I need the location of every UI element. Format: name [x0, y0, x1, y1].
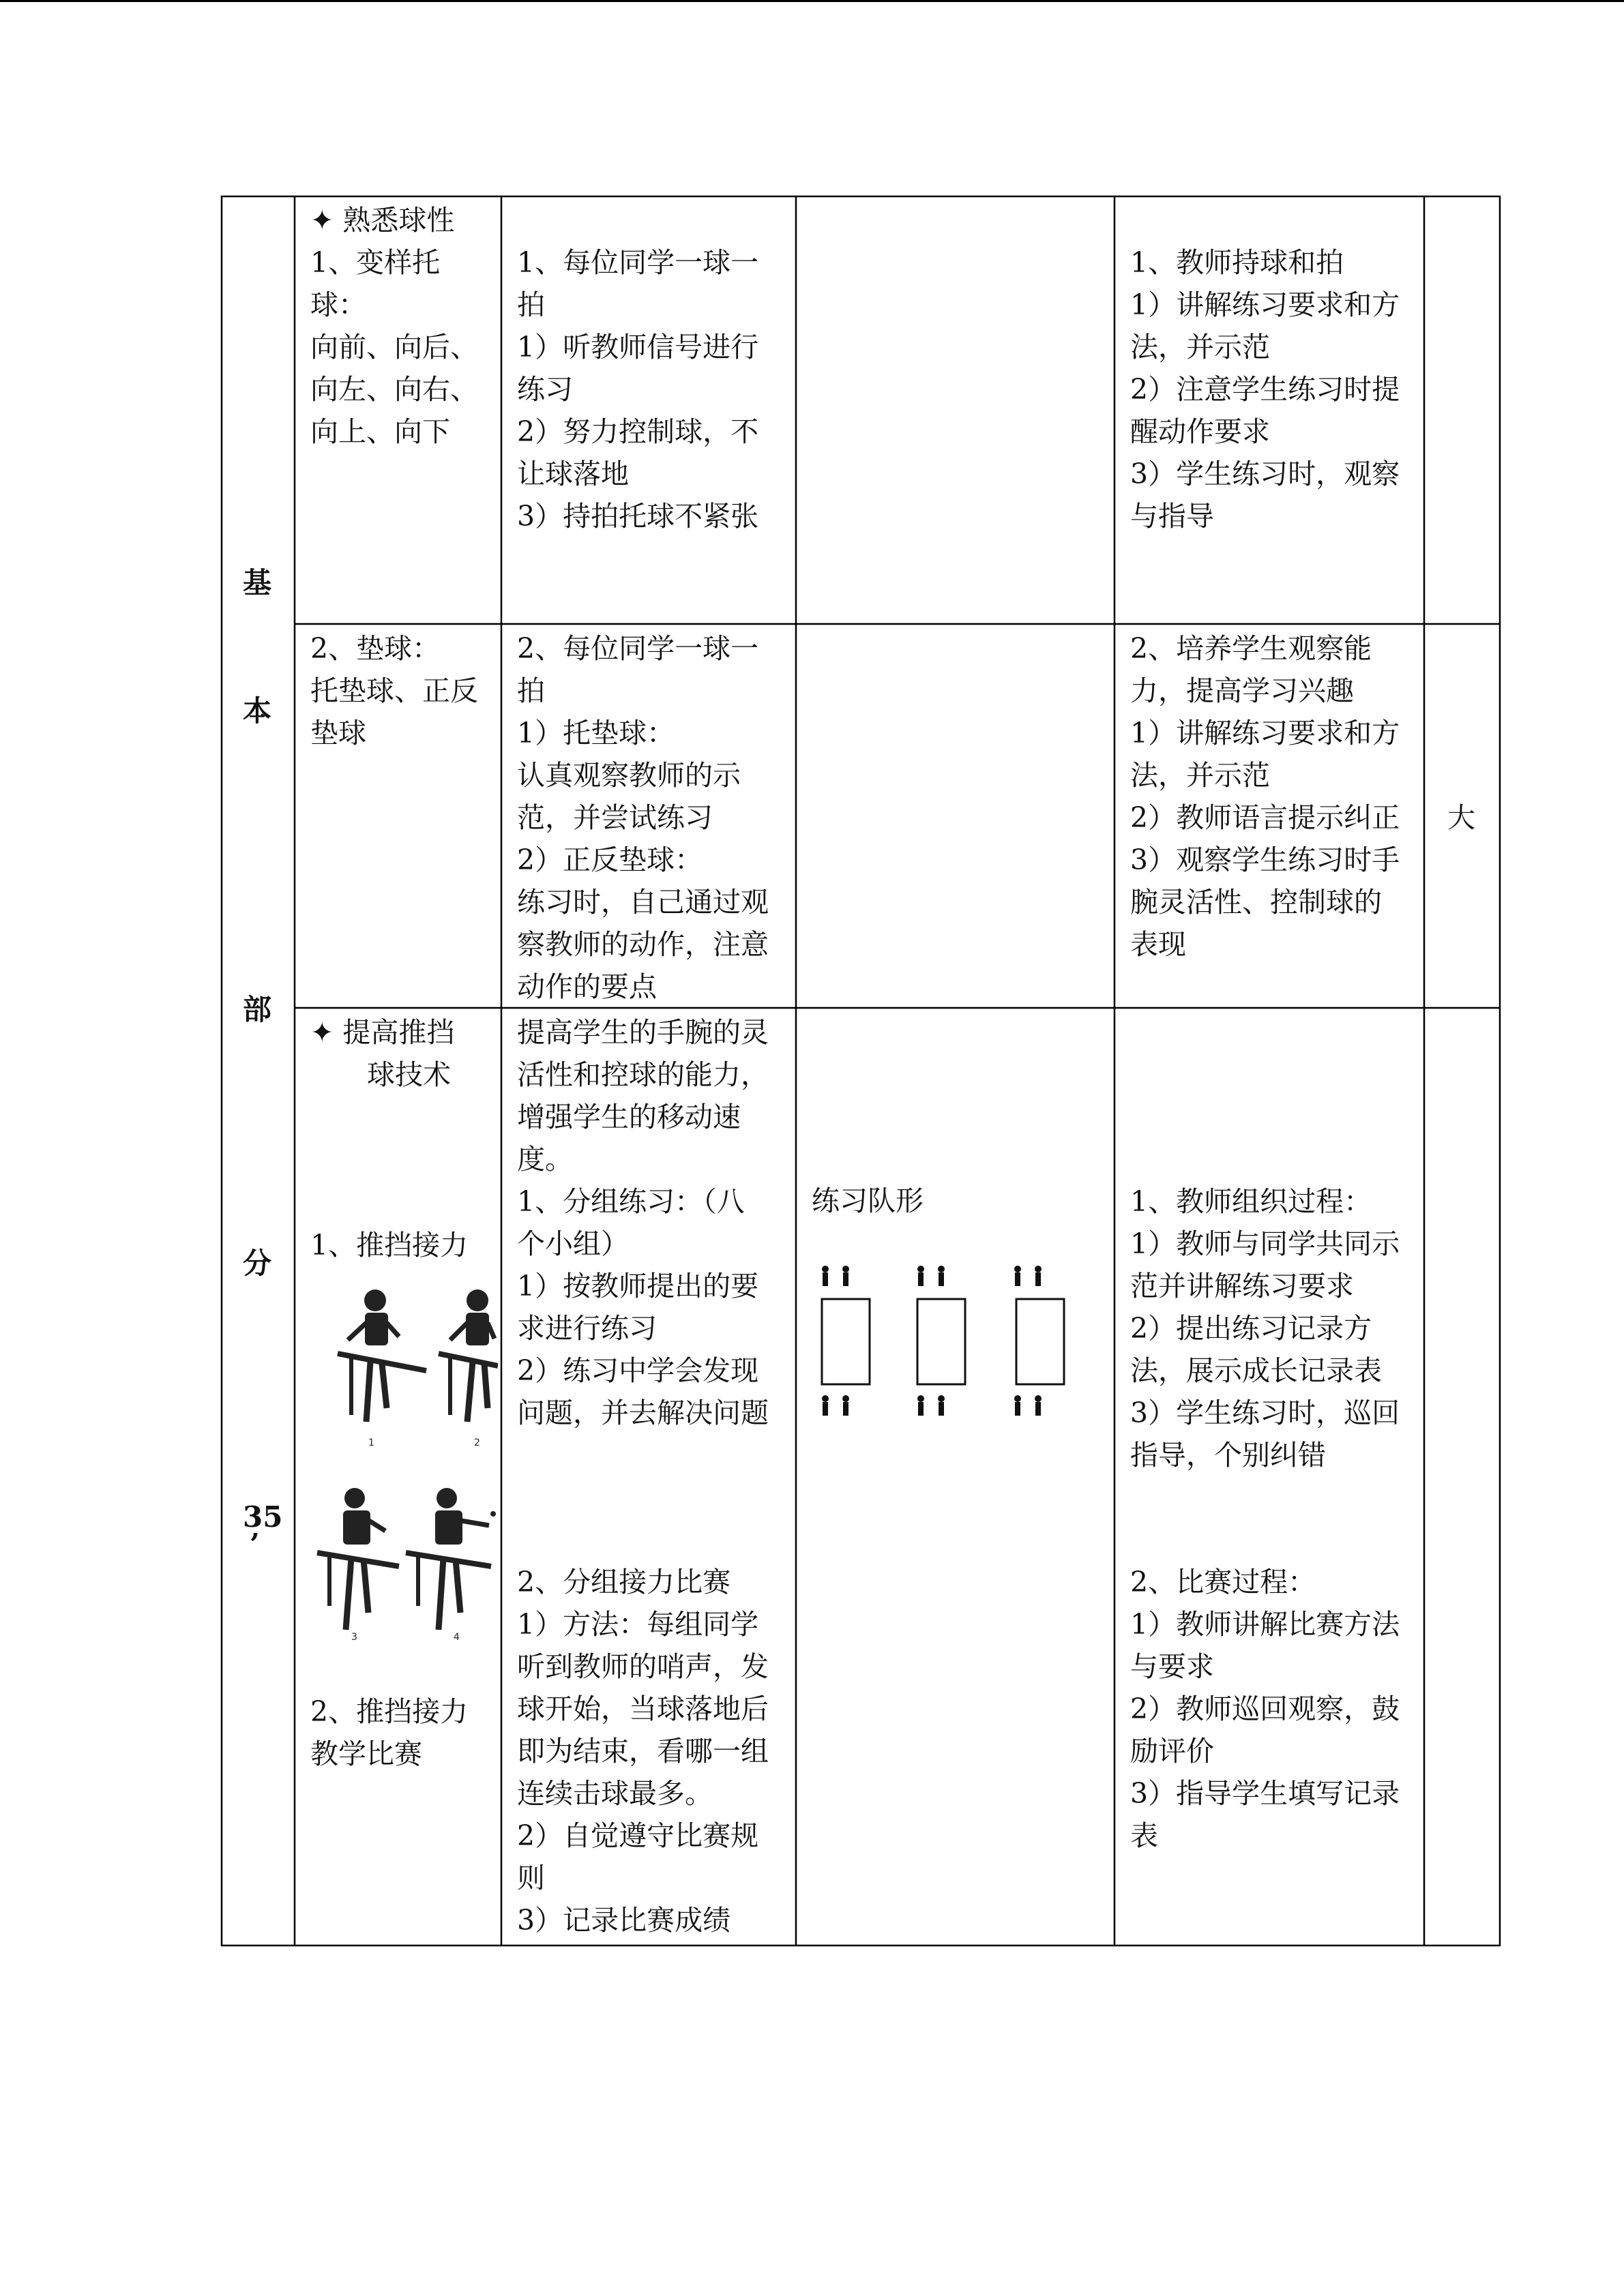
- row2-teacher-activity: 2、培养学生观察能 力，提高学习兴趣 1）讲解练习要求和方 法，并示范 2）教师语言提示纠正 3）观察学生练习时手 腕灵活性、控制球的 表现: [1130, 632, 1400, 961]
- row2-load-intensity: 大: [1447, 801, 1475, 834]
- figure-number-2: 2: [474, 1437, 480, 1448]
- section-char-bu: 部: [243, 993, 272, 1026]
- section-char-fen: 分: [243, 1247, 272, 1280]
- figure-number-3: 3: [351, 1632, 357, 1643]
- formation-group-3: [1014, 1266, 1064, 1416]
- player-figure-3: [317, 1488, 399, 1630]
- row3-teacher-activity: 1、教师组织过程： 1）教师与同学共同示 范并讲解练习要求 2）提出练习记录方 法，展示成长记录表 3）学生练习时，巡回 指导，个别纠错 2、比赛过程： 1）教师讲解比赛方法 与要求 2）教师巡回观察，鼓 励评价 3）指导学生填写记录 表: [1130, 1185, 1400, 1852]
- player-figure-1: [338, 1289, 426, 1422]
- row3-content-item-relay: 1、推挡接力: [310, 1229, 469, 1262]
- row2-content: 2、垫球： 托垫球、正反 垫球: [310, 632, 478, 749]
- player-figure-4: [406, 1488, 496, 1630]
- formation-group-2: [917, 1266, 965, 1416]
- section-char-ben: 本: [243, 694, 272, 728]
- section-duration: 35: [243, 1500, 283, 1534]
- row3-student-activity: 提高学生的手腕的灵 活性和控球的能力， 增强学生的移动速 度。 1、分组练习：（八 个小组） 1）按教师提出的要 求进行练习 2）练习中学会发现 问题，并去解决问题 2、分组接力比赛 1）方法：每组同学 听到教师的哨声，发 球开始，当球落地后 即为结束，看哪一组 连续击球最多。 2）自觉遵守比赛规 则 3）记录比赛成绩: [517, 1016, 769, 1937]
- row2-student-activity: 2、每位同学一球一 拍 1）托垫球： 认真观察教师的示 范，并尝试练习 2）正反垫球： 练习时，自己通过观 察教师的动作，注意 动作的要点: [517, 632, 769, 1003]
- row3-content-title-line1: ✦ 提高推挡: [310, 1016, 455, 1049]
- row3-content-title-line2: 球技术: [367, 1058, 451, 1091]
- formation-group-1: [822, 1266, 870, 1416]
- formation-label: 练习队形: [812, 1184, 924, 1217]
- row1-student-activity: 1、每位同学一球一 拍 1）听教师信号进行 练习 2）努力控制球，不 让球落地 3）持拍托球不紧张: [517, 246, 759, 533]
- figure-number-1: 1: [368, 1437, 374, 1448]
- figure-number-4: 4: [454, 1632, 460, 1643]
- section-char-ji: 基: [243, 566, 272, 599]
- player-figure-2: [439, 1289, 498, 1422]
- push-block-illustrations: [310, 1285, 498, 1647]
- row1-content: ✦ 熟悉球性 1、变样托 球： 向前、向后、 向左、向右、 向上、向下: [310, 204, 478, 448]
- row1-teacher-activity: 1、教师持球和拍 1）讲解练习要求和方 法，并示范 2）注意学生练习时提 醒动作要求 3）学生练习时，观察 与指导: [1130, 246, 1400, 533]
- row3-content-item-match: 2、推挡接力 教学比赛: [310, 1695, 469, 1770]
- section-duration-mark: ’: [250, 1527, 260, 1561]
- practice-formation-diagram: [808, 1265, 1081, 1429]
